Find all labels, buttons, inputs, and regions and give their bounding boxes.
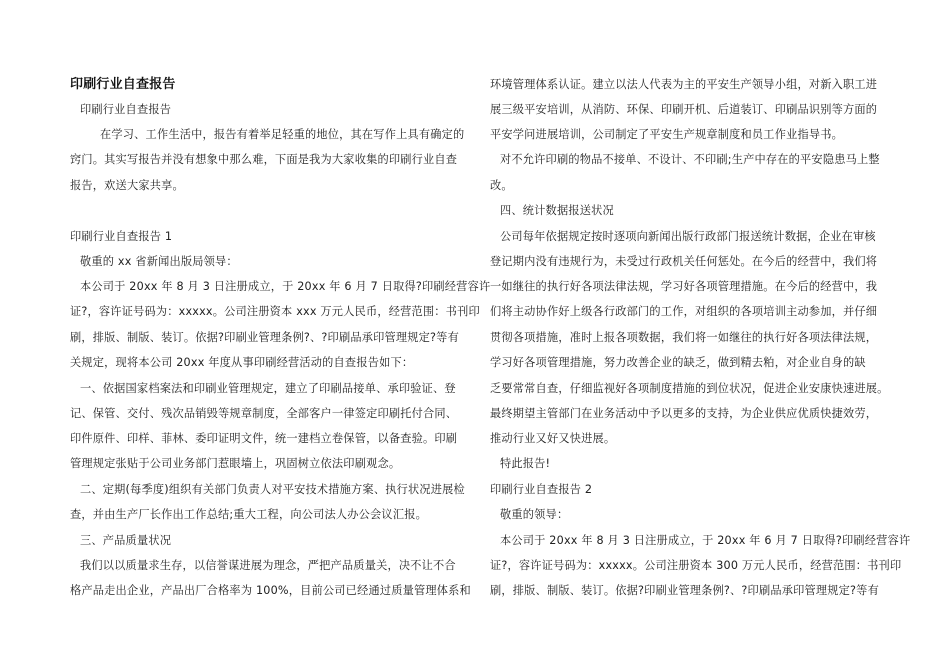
right-line-1: 展三级平安培训，从消防、环保、印刷开机、后道装订、印刷品识别等方面的: [490, 103, 878, 116]
left-line-2: 在学习、工作生活中，报告有着举足轻重的地位，其在写作上具有确定的: [100, 128, 465, 141]
left-line-11: 一、依据国家档案法和印刷业管理规定，建立了印刷品接单、承印验证、登: [80, 382, 456, 395]
left-line-16: 查，并由生产厂长作出工作总结;重大工程，向公司法人办公会议汇报。: [70, 508, 427, 521]
left-line-17: 三、产品质量状况: [80, 534, 172, 547]
right-line-2: 平安学问进展培训，公司制定了平安生产规章制度和员工作业指导书。: [490, 128, 844, 141]
right-line-6: 公司每年依据规定按时逐项向新闻出版行政部门报送统计数据，企业在审核: [500, 230, 876, 243]
right-line-11: 学习好各项管理措施，努力改善企业的缺乏，做到精去粕，对企业自身的缺: [490, 356, 866, 369]
right-line-19: 证?，容许证号码为：xxxxx。公司注册资本 300 万元人民币，经营范围：书刊印: [490, 559, 902, 572]
left-line-5: 印刷行业自查报告 1: [70, 230, 173, 243]
left-line-1: 印刷行业自查报告: [80, 103, 172, 116]
right-line-18: 本公司于 20xx 年 8 月 3 日注册成立，于 20xx 年 6 月 7 日取得?印刷经营容许: [500, 534, 911, 547]
left-line-4: 报告，欢送大家共享。: [70, 179, 184, 192]
right-line-16: 印刷行业自查报告 2: [490, 483, 593, 496]
left-line-13: 印件原件、印样、菲林、委印证明文件，统一建档立卷保管，以备查验。印刷: [70, 432, 458, 445]
right-line-0: 环境管理体系认证。建立以法人代表为主的平安生产领导小组，对新入职工进: [490, 78, 878, 91]
left-line-10: 关规定，现将本公司 20xx 年度从事印刷经营活动的自查报告如下：: [70, 356, 414, 369]
right-line-13: 最终期望主管部门在业务活动中予以更多的支持，为企业供应优质快捷效劳，: [490, 407, 878, 420]
right-line-5: 四、统计数据报送状况: [500, 204, 614, 217]
left-line-19: 格产品走出企业，产品出厂合格率为 100%，目前公司已经通过质量管理体系和: [70, 584, 471, 597]
right-line-15: 特此报告!: [500, 457, 551, 470]
right-line-3: 对不允许印刷的物品不接单、不设计、不印刷;生产中存在的平安隐患马上整: [500, 153, 880, 166]
left-line-6: 敬重的 xx 省新闻出版局领导：: [80, 255, 238, 268]
right-line-12: 乏要常常自查，仔细监视好各项制度措施的到位状况，促进企业安康快速进展。: [490, 382, 889, 395]
right-line-4: 改。: [490, 179, 513, 192]
document-title: 印刷行业自查报告: [70, 77, 176, 92]
right-line-8: 一如继往的执行好各项法律法规，学习好各项管理措施。在今后的经营中，我: [490, 280, 878, 293]
right-line-10: 贯彻各项措施，准时上报各项数据，我们将一如继往的执行好各项法律法规，: [490, 331, 878, 344]
left-line-7: 本公司于 20xx 年 8 月 3 日注册成立，于 20xx 年 6 月 7 日取得?印刷经营容许: [80, 280, 491, 293]
left-line-12: 记、保管、交付、残次品销毁等规章制度，全部客户一律签定印刷托付合同、: [70, 407, 458, 420]
left-line-18: 我们以以质量求生存，以信誉谋进展为理念，严把产品质量关，决不让不合: [80, 559, 456, 572]
right-line-17: 敬重的领导：: [500, 508, 569, 521]
left-line-14: 管理规定张贴于公司业务部门惹眼墙上，巩固树立依法印刷观念。: [70, 457, 401, 470]
right-line-9: 们将主动协作好上级各行政部门的工作，对组织的各项培训主动参加，并仔细: [490, 305, 878, 318]
left-line-9: 刷，排版、制版、装订。依据?印刷业管理条例?、?印刷品承印管理规定?等有: [70, 331, 459, 344]
left-line-8: 证?，容许证号码为：xxxxx。公司注册资本 xxx 万元人民币，经营范围：书刊印: [70, 305, 480, 318]
right-line-14: 推动行业又好又快进展。: [490, 432, 616, 445]
left-line-15: 二、定期(每季度)组织有关部门负责人对平安技术措施方案、执行状况进展检: [80, 483, 465, 496]
right-line-7: 登记期内没有违规行为，未受过行政机关任何惩处。在今后的经营中，我们将: [490, 255, 878, 268]
right-line-20: 刷，排版、制版、装订。依据?印刷业管理条例?、?印刷品承印管理规定?等有: [490, 584, 879, 597]
left-line-3: 窍门。其实写报告并没有想象中那么难，下面是我为大家收集的印刷行业自查: [70, 153, 458, 166]
